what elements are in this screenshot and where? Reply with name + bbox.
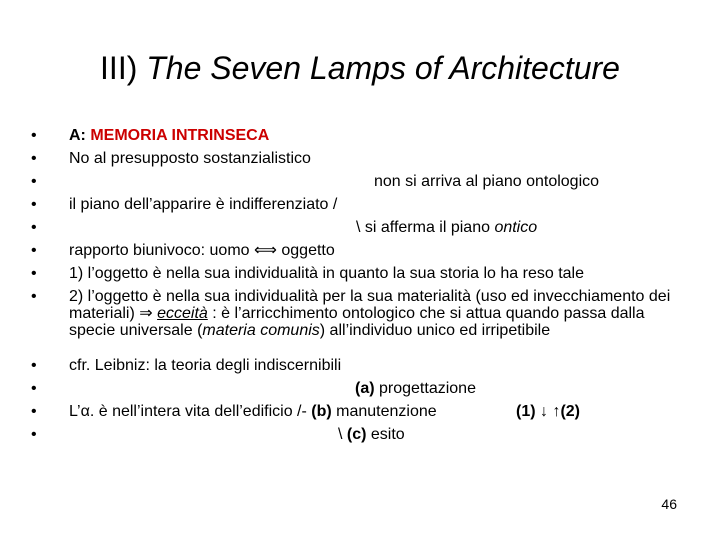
list-item-piano-ontico-italic: ontico (494, 219, 538, 236)
title-text: The Seven Lamps of Architecture (146, 50, 620, 86)
label-b: (b) (311, 403, 332, 420)
bullet-marker: • (31, 173, 37, 190)
list-item-memoria-heading: MEMORIA INTRINSECA (90, 127, 270, 144)
list-item-progettazione (355, 378, 476, 400)
implies-symbol: ⇒ (139, 305, 153, 322)
bullet-marker: • (31, 150, 37, 167)
label-a: (a) (355, 380, 375, 397)
list-item-materialita-part2: : è l’arricchimento ontologico che si attua quando passa dalla specie universale ( (69, 305, 645, 339)
materia-comunis-term: materia comunis (202, 322, 320, 339)
list-item-esito-prefix: \ (338, 426, 347, 443)
list-item-memoria-label: A: (69, 127, 91, 144)
bullet-marker: • (31, 196, 37, 213)
bullet-marker: • (31, 403, 37, 420)
list-item-materialita-part1: 2) l’oggetto è nella sua individualità per la sua materialità (uso ed invecchiamento dei materiali) (69, 288, 671, 322)
bullet-marker: • (31, 265, 37, 282)
list-item-manutenzione-text: manutenzione (331, 403, 437, 420)
list-item-piano-ontologico: non si arriva al piano ontologico (374, 173, 600, 190)
bullet-marker: • (31, 288, 37, 305)
list-item-presupposto: No al presupposto sostanzialistico (69, 150, 311, 167)
bullet-marker: • (31, 127, 37, 144)
bullet-marker: • (31, 380, 37, 397)
alpha-symbol: α (80, 403, 90, 420)
list-item-piano-ontico-prefix: \ si afferma il piano (356, 219, 495, 236)
biconditional-symbol: ⟺ (254, 242, 277, 259)
list-item-storia: 1) l’oggetto è nella sua individualità in quanto la sua storia lo ha reso tale (69, 265, 584, 282)
bullet-marker: • (31, 357, 37, 374)
list-item-memoria (69, 125, 269, 147)
list-item-materialita (69, 288, 684, 339)
ecceita-term: ecceità (157, 305, 208, 322)
list-item-progettazione-text: progettazione (374, 380, 476, 397)
page-number: 46 (661, 496, 677, 512)
label-c: (c) (346, 426, 367, 443)
title-roman-numeral: III) (100, 50, 138, 86)
bullet-marker: • (31, 426, 37, 443)
list-item-apparire: il piano dell’apparire è indifferenziato / (69, 196, 338, 213)
list-item-piano-ontico (356, 217, 537, 239)
list-item-rapporto-suffix: oggetto (276, 242, 335, 259)
list-item-materialita-part3: ) all’individuo unico ed irripetibile (319, 322, 551, 339)
list-item-rapporto (69, 240, 335, 262)
list-item-esito (338, 424, 405, 446)
bullet-marker: • (31, 242, 37, 259)
list-item-manutenzione (69, 401, 437, 423)
phase-arrows: (1) ↓ ↑(2) (516, 403, 580, 420)
bullet-marker: • (31, 219, 37, 236)
list-item-rapporto-prefix: rapporto biunivoco: uomo (69, 242, 254, 259)
list-item-manutenzione-middle: . è nell’intera vita dell’edificio /- (89, 403, 312, 420)
list-item-leibniz: cfr. Leibniz: la teoria degli indiscernibili (69, 357, 342, 374)
list-item-esito-text: esito (366, 426, 405, 443)
list-item-manutenzione-prefix: L’ (69, 403, 81, 420)
